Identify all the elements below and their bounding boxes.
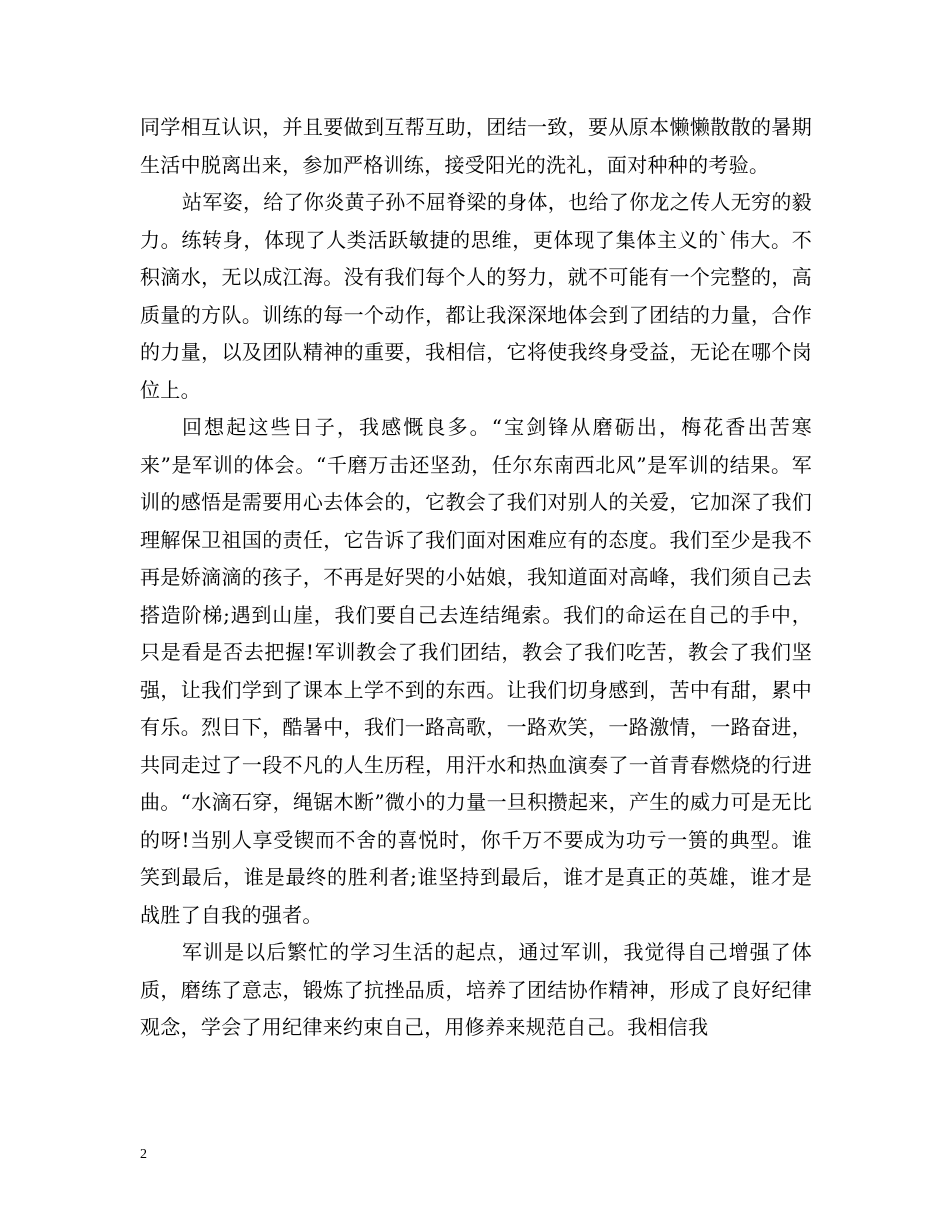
paragraph-4: 军训是以后繁忙的学习生活的起点，通过军训，我觉得自己增强了体质，磨练了意志，锻炼了抗挫品质，培养了团结协作精神，形成了良好纪律观念，学会了用纪律来约束自己，用修养来规范自己。我相信我 xyxy=(140,940,812,1039)
paragraph-2: 站军姿，给了你炎黄子孙不屈脊梁的身体，也给了你龙之传人无穷的毅力。练转身，体现了人类活跃敏捷的思维，更体现了集体主义的`伟大。不积滴水，无以成江海。没有我们每个人的努力，就不可能有一个完整的，高质量的方队。训练的每一个动作，都让我深深地体会到了团结的力量，合作的力量，以及团队精神的重要，我相信，它将使我终身受益，无论在哪个岗位上。 xyxy=(140,190,812,402)
paragraph-3: 回想起这些日子，我感慨良多。“宝剑锋从磨砺出，梅花香出苦寒来”是军训的体会。“千磨万击还坚劲，任尔东南西北风”是军训的结果。军训的感悟是需要用心去体会的，它教会了我们对别人的关爱，它加深了我们理解保卫祖国的责任，它告诉了我们面对困难应有的态度。我们至少是我不再是娇滴滴的孩子，不再是好哭的小姑娘，我知道面对高峰，我们须自己去搭造阶梯;遇到山崖，我们要自己去连结绳索。我们的命运在自己的手中，只是看是否去把握!军训教会了我们团结，教会了我们吃苦，教会了我们坚强，让我们学到了课本上学不到的东西。让我们切身感到，苦中有甜，累中有乐。烈日下，酷暑中，我们一路高歌，一路欢笑，一路激情，一路奋进，共同走过了一段不凡的人生历程，用汗水和热血演奏了一首青春燃烧的行进曲。“水滴石穿，绳锯木断”微小的力量一旦积攒起来，产生的威力可是无比的呀!当别人享受锲而不舍的喜悦时，你千万不要成为功亏一篑的典型。谁笑到最后，谁是最终的胜利者;谁坚持到最后，谁才是真正的英雄，谁才是战胜了自我的强者。 xyxy=(140,415,812,927)
page-number: 2 xyxy=(140,1147,147,1162)
paragraph-1: 同学相互认识，并且要做到互帮互助，团结一致，要从原本懒懒散散的暑期生活中脱离出来，参加严格训练，接受阳光的洗礼，面对种种的考验。 xyxy=(140,115,812,177)
document-body xyxy=(140,109,812,1047)
